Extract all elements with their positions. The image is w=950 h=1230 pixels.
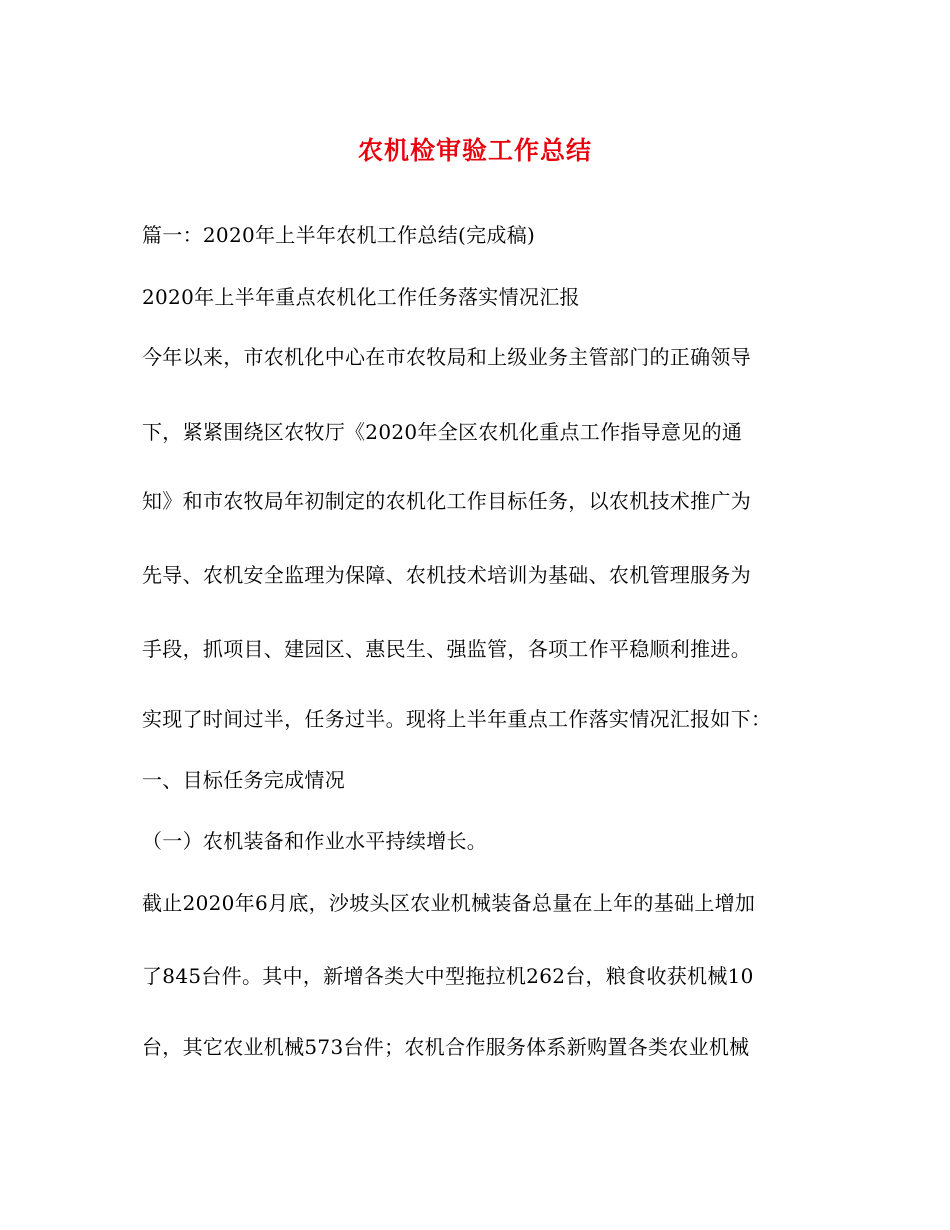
section-heading: 篇一：2020年上半年农机工作总结(完成稿) (142, 223, 536, 247)
body-line: 了845台件。其中，新增各类大中型拖拉机262台，粮食收获机械10 (142, 964, 754, 988)
body-line: 下，紧紧围绕区农牧厅《2020年全区农机化重点工作指导意见的通 (142, 420, 743, 444)
body-line: 截止2020年6月底，沙坡头区农业机械装备总量在上年的基础上增加 (142, 891, 756, 915)
section-heading: 一、目标任务完成情况 (142, 768, 345, 792)
document-title: 农机检审验工作总结 (357, 136, 592, 165)
report-subtitle: 2020年上半年重点农机化工作任务落实情况汇报 (142, 285, 580, 309)
body-line: 实现了时间过半，任务过半。现将上半年重点工作落实情况汇报如下： (142, 707, 772, 731)
body-line: 手段，抓项目、建园区、惠民生、强监管，各项工作平稳顺利推进。 (142, 637, 751, 661)
body-line: 先导、农机安全监理为保障、农机技术培训为基础、农机管理服务为 (142, 563, 751, 587)
body-line: 知》和市农牧局年初制定的农机化工作目标任务，以农机技术推广为 (142, 489, 751, 513)
body-line: 台，其它农业机械573台件；农机合作服务体系新购置各类农业机械 (142, 1035, 750, 1059)
subsection-heading: （一）农机装备和作业水平持续增长。 (142, 829, 488, 853)
body-line: 今年以来，市农机化中心在市农牧局和上级业务主管部门的正确领导 (142, 345, 751, 369)
